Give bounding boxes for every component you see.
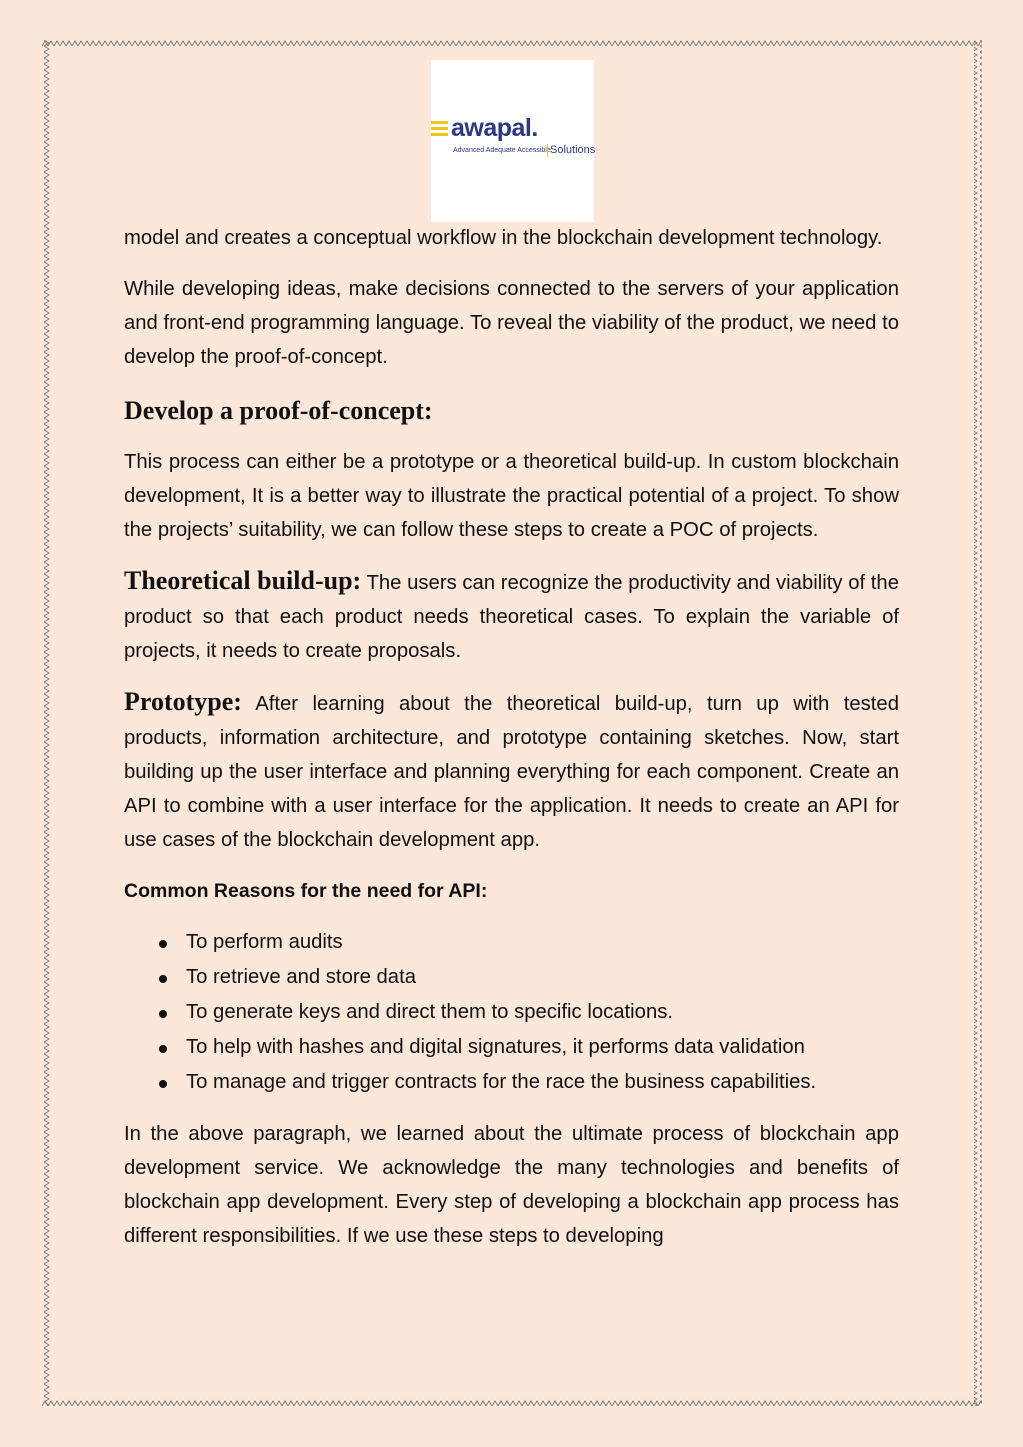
heading-api-reasons: Common Reasons for the need for API: xyxy=(124,880,488,902)
list-item: To manage and trigger contracts for the race the business capabilities. xyxy=(186,1065,899,1100)
paragraph-ideas: While developing ideas, make decisions connected to the servers of your application and front-end programming language. To reveal the viability of the product, we need to develop the proof-of-concept. xyxy=(124,278,899,368)
logo-tagline: Advanced Adequate Accessible xyxy=(453,147,551,154)
paragraph-conclusion: In the above paragraph, we learned about the ultimate process of blockchain app development service. We acknowledge the many technologies and benefits of blockchain app development. Every step of developing a blockchain app process has different responsibilities. If we use these steps to developing xyxy=(124,1123,899,1247)
heading-proof-of-concept: Develop a proof-of-concept: xyxy=(124,396,433,425)
paragraph-prototype xyxy=(124,685,899,857)
list-item: To perform audits xyxy=(186,925,899,960)
api-reasons-list xyxy=(124,925,899,1100)
heading-theoretical: Theoretical build-up: xyxy=(124,566,362,595)
list-item: To help with hashes and digital signatures, it performs data validation xyxy=(186,1030,899,1065)
logo-solutions: Solutions xyxy=(547,144,595,157)
heading-prototype: Prototype: xyxy=(124,687,242,716)
prototype-text: After learning about the theoretical build-up, turn up with tested products, information architecture, and prototype containing sketches. Now, start building up the user interface and planning everything for each component. Create an API to combine with a user interface for the application. It needs to create an API for use cases of the blockchain development app. xyxy=(124,693,899,851)
logo-bars-icon xyxy=(431,121,448,139)
document-body xyxy=(124,221,899,1253)
paragraph-poc: This process can either be a prototype or a theoretical build-up. In custom blockchain development, It is a better way to illustrate the practical potential of a project. To show the projects’ suitability, we can follow these steps to create a POC of projects. xyxy=(124,451,899,541)
company-logo xyxy=(431,60,594,222)
logo-wordmark: awapal. xyxy=(451,114,538,142)
paragraph-theoretical xyxy=(124,564,899,668)
list-item: To generate keys and direct them to specific locations. xyxy=(186,995,899,1030)
list-item: To retrieve and store data xyxy=(186,960,899,995)
paragraph-intro: model and creates a conceptual workflow in the blockchain development technology. xyxy=(124,227,883,249)
theoretical-text: The users can recognize the productivity and viability of the product so that each product needs theoretical cases. To explain the variable of projects, it needs to create proposals. xyxy=(124,572,899,662)
